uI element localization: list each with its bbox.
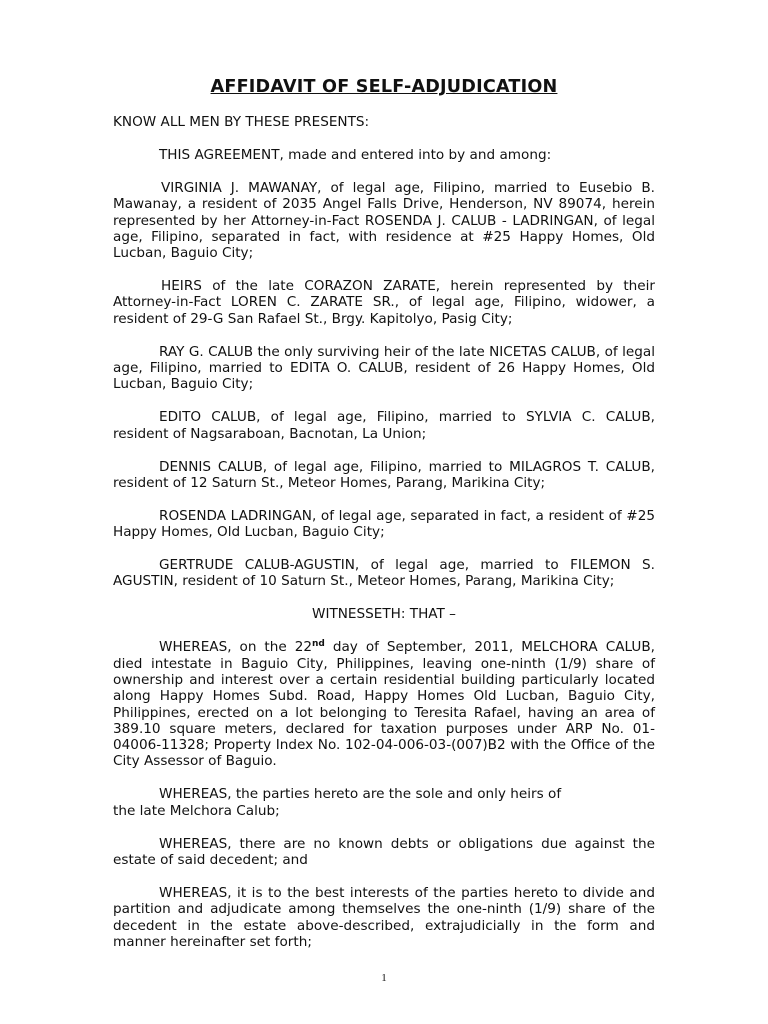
intro-paragraph: KNOW ALL MEN BY THESE PRESENTS: — [113, 114, 370, 130]
party-paragraph-virginia: VIRGINIA J. MAWANAY, of legal age, Filipino, married to Eusebio B. Mawanay, a resident of 2035 Angel Falls Drive, Henderson, NV 89074, herein represented by her Attorney-in-Fact ROSENDA J. CALUB - LADRINGAN, of legal age, Filipino, separated in fact, with residence at #25 Happy Homes, Old Lucban, Baguio City; — [113, 179, 655, 262]
whereas-paragraph-1 — [113, 639, 655, 769]
whereas-2-line-1: WHEREAS, the parties hereto are the sole and only heirs of — [159, 786, 562, 803]
party-paragraph-dennis-calub: DENNIS CALUB, of legal age, Filipino, married to MILAGROS T. CALUB, resident of 12 Saturn St., Meteor Homes, Parang, Marikina City; — [113, 458, 655, 491]
party-paragraph-edito-calub: EDITO CALUB, of legal age, Filipino, married to SYLVIA C. CALUB, resident of Nagsaraboan, Bacnotan, La Union; — [113, 409, 655, 442]
whereas-1-after: day of September, 2011, MELCHORA CALUB, died intestate in Baguio City, Philippines, leaving one-ninth (1/9) share of ownership and interest over a certain residential building particularly located along Happy Homes Subd. Road, Happy Homes Old Lucban, Baguio City, Philippines, erected on a lot belonging to Teresita Rafael, having an area of 389.10 square meters, declared for taxation purposes under ARP No. 01-04006-11328; Property Index No. 102-04-006-03-(007)B2 with the Office of the City Assessor of Baguio. — [113, 639, 655, 770]
whereas-paragraph-2 — [113, 786, 655, 819]
ordinal-suffix: nd — [312, 639, 325, 650]
whereas-paragraph-4: WHEREAS, it is to the best interests of the parties hereto to divide and partition and adjudicate among themselves the one-ninth (1/9) share of the decedent in the estate above-described, extrajudicially in the form and manner hereinafter set forth; — [113, 885, 655, 950]
party-paragraph-heirs-zarate: HEIRS of the late CORAZON ZARATE, herein represented by their Attorney-in-Fact LOREN C. ZARATE SR., of legal age, Filipino, widower, a resident of 29-G San Rafael St., Brgy. Kapitolyo, Pasig City; — [113, 278, 655, 327]
page-number: 1 — [381, 972, 387, 984]
whereas-paragraph-3: WHEREAS, there are no known debts or obligations due against the estate of said decedent; and — [113, 835, 655, 869]
party-paragraph-ray-calub: RAY G. CALUB the only surviving heir of the late NICETAS CALUB, of legal age, Filipino, married to EDITA O. CALUB, resident of 26 Happy Homes, Old Lucban, Baguio City; — [113, 343, 655, 393]
document-title: AFFIDAVIT OF SELF-ADJUDICATION — [210, 77, 558, 97]
whereas-2-line-2: the late Melchora Calub; — [113, 802, 280, 819]
party-paragraph-rosenda-ladringan: ROSENDA LADRINGAN, of legal age, separated in fact, a resident of #25 Happy Homes, Old Lucban, Baguio City; — [113, 507, 655, 541]
agreement-paragraph: THIS AGREEMENT, made and entered into by and among: — [159, 146, 552, 163]
witnesseth-heading: WITNESSETH: THAT – — [312, 606, 456, 623]
document-body — [113, 114, 655, 967]
party-paragraph-gertrude-agustin: GERTRUDE CALUB-AGUSTIN, of legal age, married to FILEMON S. AGUSTIN, resident of 10 Saturn St., Meteor Homes, Parang, Marikina City; — [113, 557, 655, 590]
whereas-1-before: WHEREAS, on the 22 — [159, 639, 313, 656]
